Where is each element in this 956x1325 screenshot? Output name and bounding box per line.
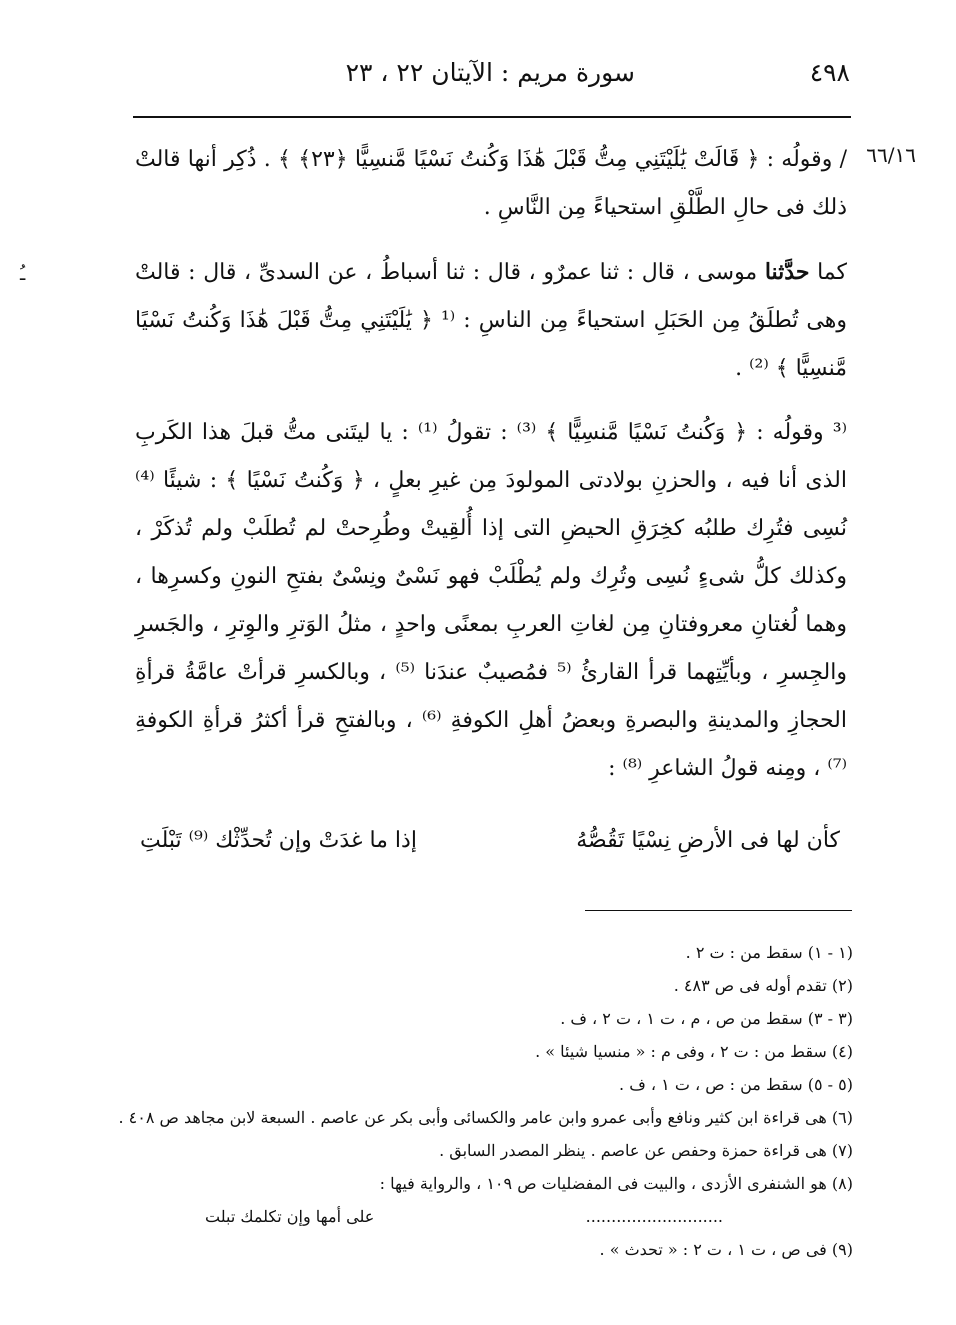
paragraph-2-lead: كما [809,260,847,285]
footnote-verse [135,1200,853,1233]
footnote: (٣ - ٣) سقط من ص ، م ، ت ١ ، ت ٢ ، ف . [560,1009,853,1028]
hadith-chain-keyword: حدَّثنا [764,259,810,285]
margin-tick: ـُ [20,264,26,285]
page-header [135,54,850,94]
footnote: (١ - ١) سقط من : ت ٢ . [685,943,853,962]
verse-second-hemistich: إذا ما غدَتْ وإن تُحدِّثْك ⁽⁹⁾ تَبْلَتِ [140,828,417,853]
page-number: ٤٩٨ [809,58,850,87]
footnote-verse-text: على أمها وإن تكلمك تبلت [205,1207,375,1226]
paragraph-2 [135,248,847,393]
running-title: سورة مريم : الآيتان ٢٢ ، ٢٣ [345,58,635,87]
main-text [135,136,847,809]
margin-reference: ٦٦/١٦ [866,143,916,167]
footnote-verse-ellipsis: ........................... [585,1207,723,1226]
verse-first-hemistich: كأن لها فى الأرضِ نِسْيًا تَقُصُّهُ [576,828,840,853]
footnote: (٩) فى ص ، ت ١ ، ت ٢ : « تحدث » . [599,1240,853,1259]
poetry-verse [140,820,840,870]
footnotes [118,936,853,1266]
footnote: (٥ - ٥) سقط من : ص ، ت ١ ، ف . [619,1075,853,1094]
header-divider [133,116,851,118]
paragraph-1 [135,136,847,232]
footnote: (٧) هى قراءة حمزة وحفص عن عاصم . ينظر المصدر السابق . [439,1141,853,1160]
footnote: (٤) سقط من : ت ٢ ، وفى م : « منسيا شيئا » . [535,1042,853,1061]
footnote: (٦) هى قراءة ابن كثير ونافع وأبى عمرو وابن عامر والكسائى وأبى بكر عن عاصم . السبعة لابن مجاهد ص ٤٠٨ . [118,1108,853,1127]
paragraph-1-text: وقولُه : ﴿ قَالَتْ يَٰلَيْتَنِي مِتُّ قَبْلَ هَٰذَا وَكُنتُ نَسْيًا مَّنسِيًّا ﴿٢٣﴾ ﴾ . ذُكِر أنها قالتْ ذلك فى حالِ الطَّلْقِ استحياءً مِن النَّاسِ . [135,147,847,220]
footnote-divider [585,910,852,911]
paragraph-2-text: موسى ، قال : ثنا عمرٌو ، قال : ثنا أسباطُ ، عن السدىِّ ، قال : قالتْ وهى تُطلَقُ مِن الحَبَلِ استحياءً مِن الناسِ : ⁽¹ ﴿ يَٰلَيْتَنِي مِتُّ قَبْلَ هَٰذَا وَكُنتُ نَسْيًا مَّنسِيًّا ﴾ ⁽²⁾ . [135,260,847,381]
page-break-marker: / [832,147,848,172]
footnote: (٨) هو الشنفرى الأزدى ، والبيت فى المفضليات ص ١٠٩ ، والرواية فيها : [379,1174,853,1193]
footnote: (٢) تقدم أوله فى ص ٤٨٣ . [673,976,853,995]
paragraph-3: ⁽³ وقولُه : ﴿ وَكُنتُ نَسْيًا مَّنسِيًّا ﴾ ⁽³⁾ : تقولُ ⁽¹⁾ : يا ليتَنى متُّ قبلَ هذا الكَربِ الذى أنا فيه ، والحزنِ بولادتى المولودَ مِن غيرِ بعلٍ ، ﴿ وَكُنتُ نَسْيًا ﴾ : شيئًا ⁽⁴⁾ نُسِى فتُرِك طلبُه كخِرَقِ الحيضِ التى إذا أُلقِيتْ وطُرِحتْ لم تُطلَبْ ولم تُذكَرْ ، وكذلك كلُّ شىءٍ نُسِى وتُرِك ولم يُطْلَبْ فهو نَسْىٌ ونِسْىٌ بفتحِ النونِ وكسرِها ، وهما لُغتانِ معروفتانِ مِن لغاتِ العربِ بمعنًى واحدٍ ، مثلُ الوَترِ والوِترِ ، والجَسرِ والجِسرِ ، وبأيِّتِهما قرأ القارئُ ⁽⁵ فمُصيبٌ عندَنا ⁽⁵⁾ ، وبالكسرِ قرأتْ عامَّةُ قرأةِ الحجازِ والمدينةِ والبصرةِ وبعضُ أهلِ الكوفةِ ⁽⁶⁾ ، وبالفتحِ قرأ أكثرُ قرأةِ الكوفةِ ⁽⁷⁾ ، ومِنه قولُ الشاعرِ ⁽⁸⁾ : [135,420,847,781]
